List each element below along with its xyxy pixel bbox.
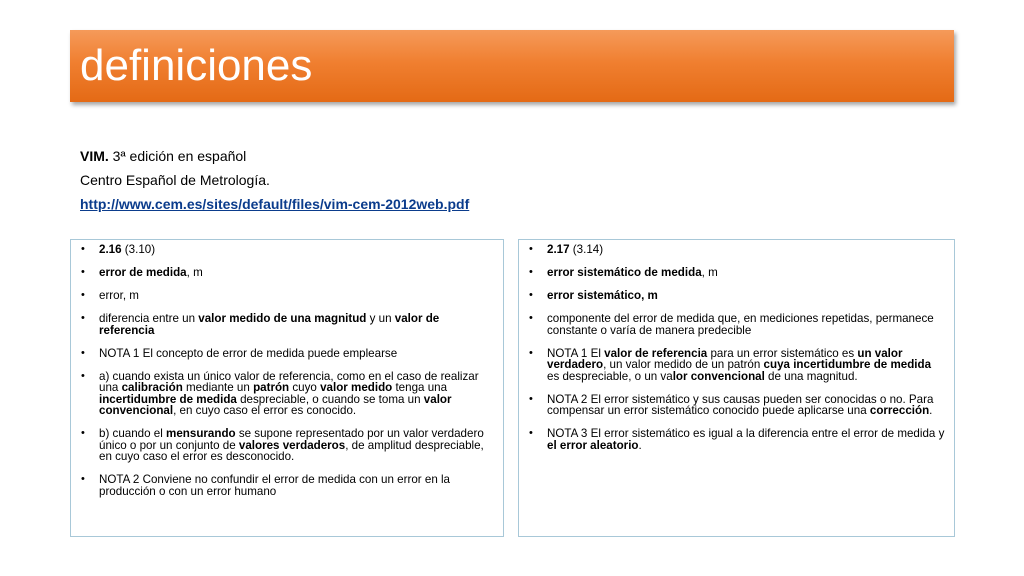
left-definition-box	[70, 239, 504, 537]
list-item: • NOTA 3 El error sistemático es igual a la diferencia entre el error de medida y el error aleatorio.	[525, 428, 946, 451]
right-bullet-list	[525, 244, 946, 451]
list-item: • 2.17 (3.14)	[525, 244, 946, 256]
list-item: • 2.16 (3.10)	[77, 244, 495, 256]
vim-label: VIM.	[80, 148, 109, 164]
list-item: • NOTA 2 El error sistemático y sus causas pueden ser conocidas o no. Para compensar un error sistemático conocido puede aplicarse una corrección.	[525, 394, 946, 417]
list-item: • error sistemático de medida, m	[525, 267, 946, 279]
list-item: • b) cuando el mensurando se supone representado por un valor verdadero único o por un conjunto de valores verdaderos, de amplitud despreciable, en cuyo caso el error es desconocido.	[77, 428, 495, 463]
left-bullet-list	[77, 244, 495, 497]
right-definition-box	[518, 239, 955, 537]
list-item: • NOTA 2 Conviene no confundir el error de medida con un error en la producción o con un error humano	[77, 474, 495, 497]
list-item: • diferencia entre un valor medido de una magnitud y un valor de referencia	[77, 313, 495, 336]
list-item: • NOTA 1 El concepto de error de medida puede emplearse	[77, 348, 495, 360]
page-title: definiciones	[80, 41, 313, 90]
intro-line-2: Centro Español de Metrología.	[80, 172, 270, 188]
list-item: • error sistemático, m	[525, 290, 946, 302]
list-item: • componente del error de medida que, en mediciones repetidas, permanece constante o varía de manera predecible	[525, 313, 946, 336]
intro-line-1	[80, 146, 680, 170]
title-banner	[70, 30, 954, 102]
intro-line-3	[80, 194, 680, 218]
list-item: • a) cuando exista un único valor de referencia, como en el caso de realizar una calibración mediante un patrón cuyo valor medido tenga una incertidumbre de medida despreciable, o cuando se toma un valor convencional, en cuyo caso el error es conocido.	[77, 371, 495, 417]
vim-pdf-link[interactable]: http://www.cem.es/sites/default/files/vim-cem-2012web.pdf	[80, 196, 470, 212]
edition-text: 3ª edición en español	[108, 148, 247, 164]
list-item: • error, m	[77, 290, 495, 302]
list-item: • error de medida, m	[77, 267, 495, 279]
intro-block	[80, 146, 680, 218]
list-item: • NOTA 1 El valor de referencia para un error sistemático es un valor verdadero, un valor medido de un patrón cuya incertidumbre de medida es despreciable, o un valor convencional de una magnitud.	[525, 348, 946, 383]
